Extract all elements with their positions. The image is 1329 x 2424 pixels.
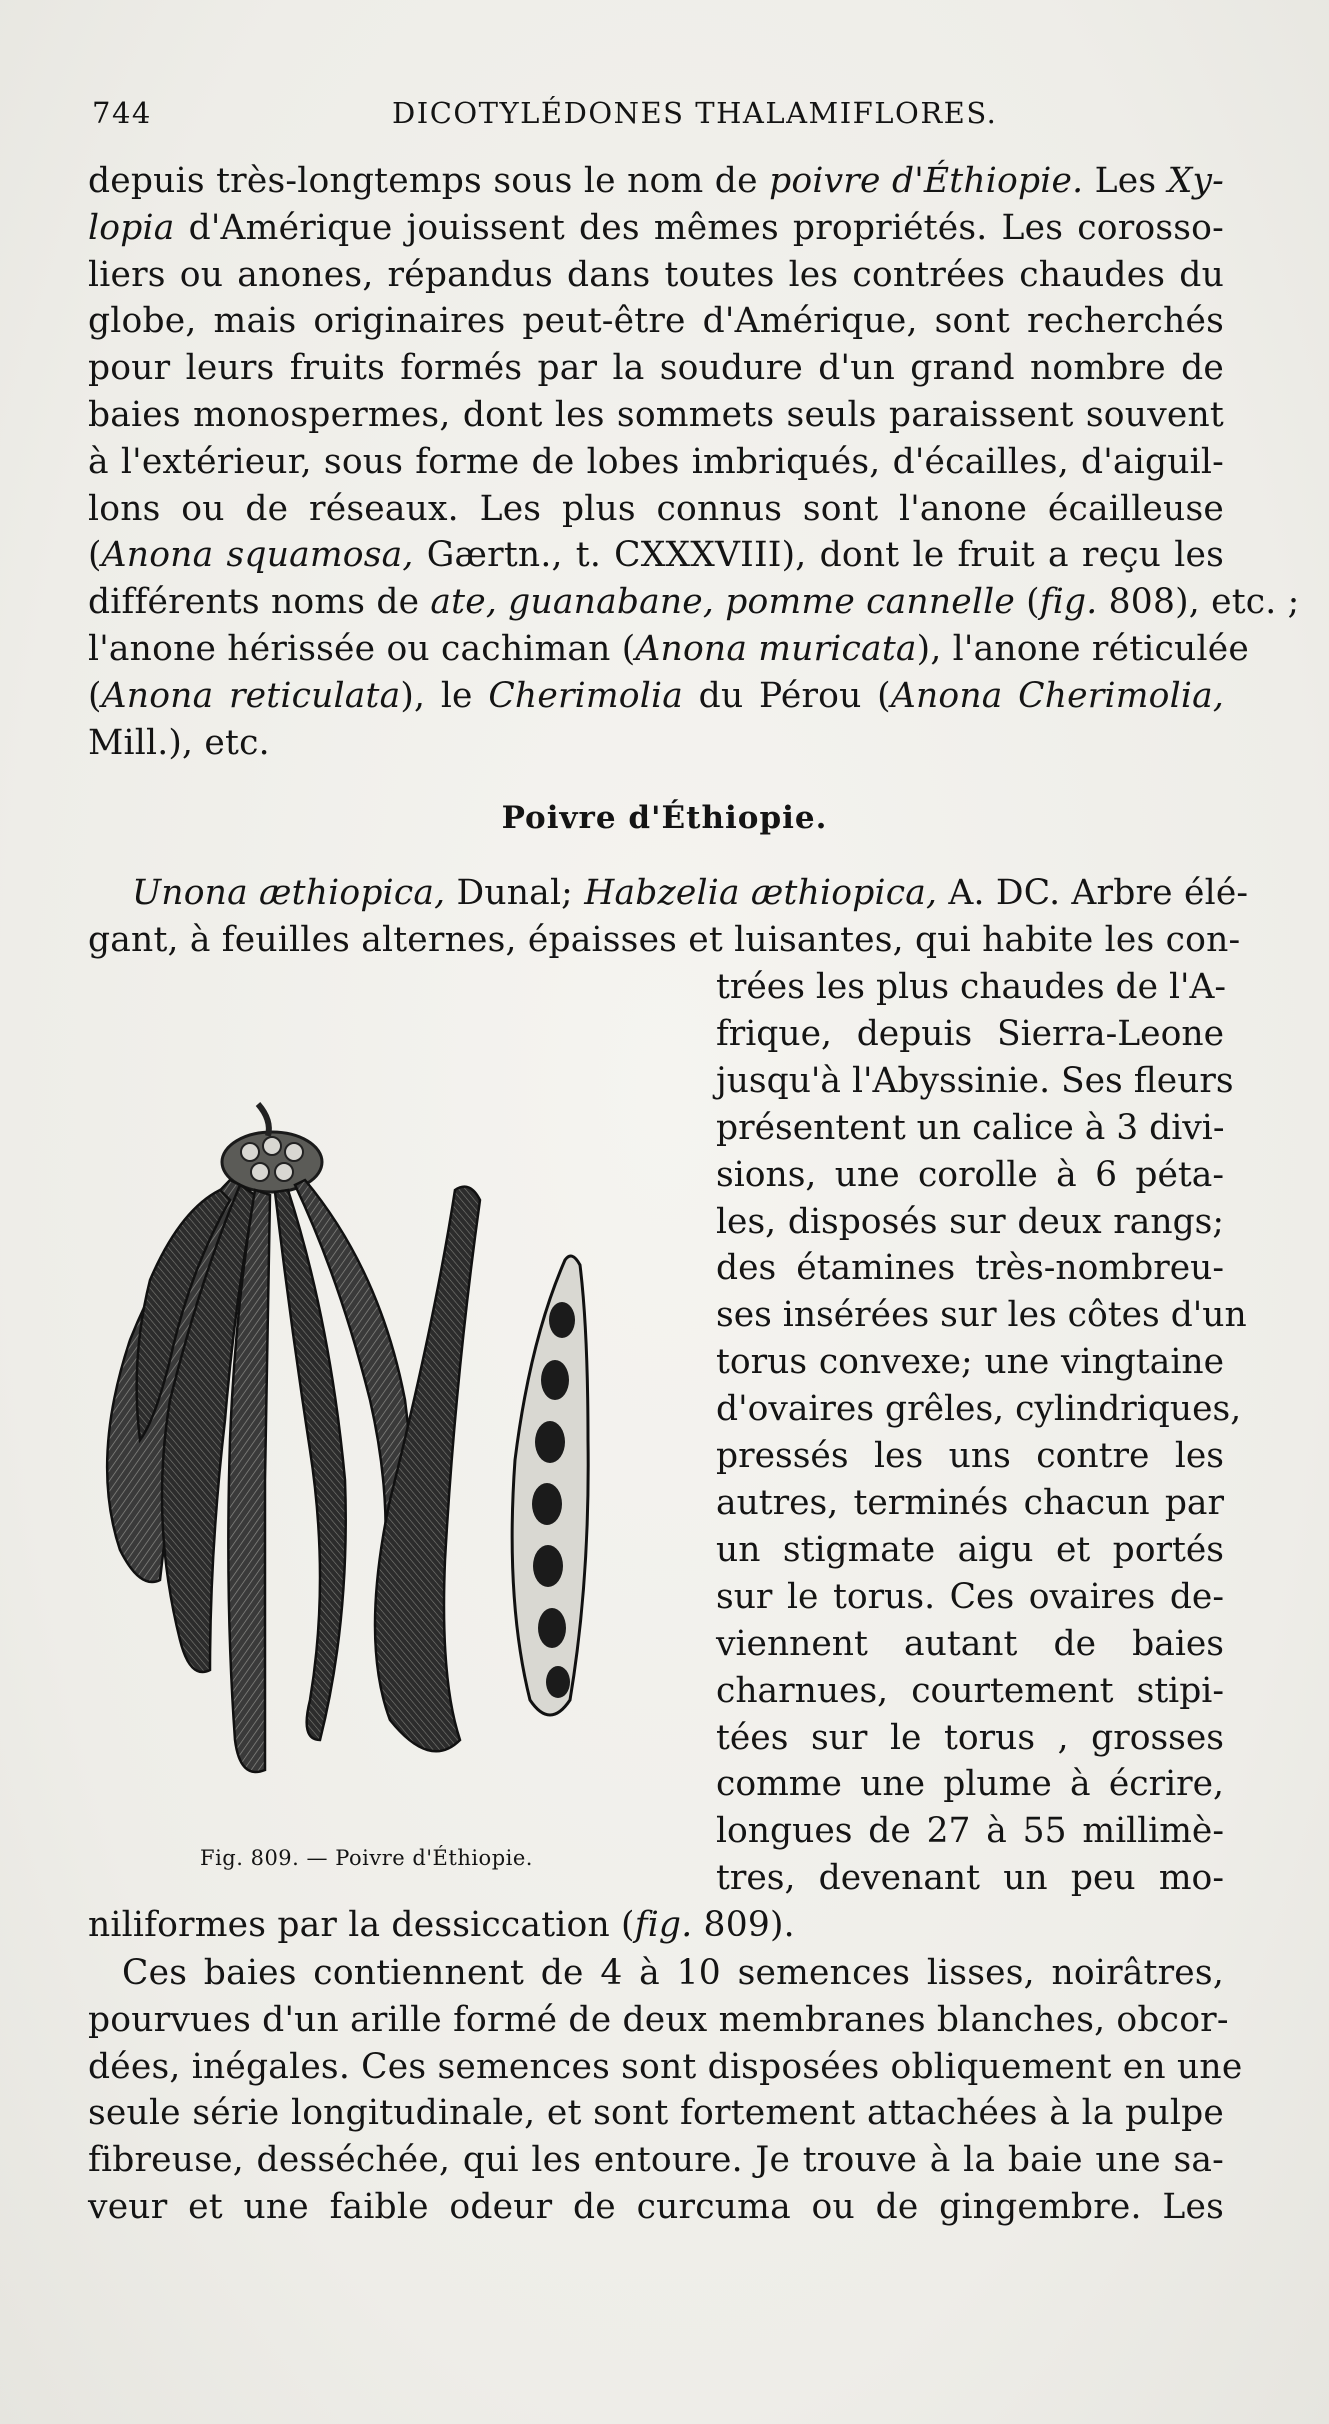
text-line: charnues, courtement stipi- [716,1670,1224,1711]
paragraph-unona-end [88,1902,1224,1949]
text-line: Unona æthiopica, Dunal; Habzelia æthiopica, A. DC. Arbre élé- [132,873,1249,913]
text-line: dées, inégales. Ces semences sont disposées obliquement en une [88,2046,1243,2087]
text-line: un stigmate aigu et portés [716,1529,1224,1570]
text-line: pressés les uns contre les [716,1436,1224,1477]
text-line: trées les plus chaudes de l'A- [716,967,1227,1007]
text-line: (Anona squamosa, Gærtn., t. CXXXVIII), dont le fruit a reçu les [88,535,1224,576]
text-line: niliformes par la dessiccation (fig. 809). [88,1905,795,1945]
text-line: liers ou anones, répandus dans toutes les contrées chaudes du [88,254,1224,295]
text-line: seule série longitudinale, et sont fortement attachées à la pulpe [88,2093,1224,2134]
paragraph-anonaceae [88,158,1300,766]
text-line: Mill.), etc. [88,722,270,763]
paragraph-unona-column [716,964,1247,1902]
text-line: gant, à feuilles alternes, épaisses et luisantes, qui habite les con- [88,919,1241,960]
text-line: jusqu'à l'Abyssinie. Ses fleurs [716,1060,1234,1101]
paragraph-seeds [88,1950,1243,2231]
text-line: différents noms de ate, guanabane, pomme cannelle (fig. 808), etc. ; [88,582,1300,623]
text-line: frique, depuis Sierra-Leone [716,1013,1224,1054]
text-line: lopia d'Amérique jouissent des mêmes propriétés. Les corosso- [88,207,1224,248]
text-line: l'anone hérissée ou cachiman (Anona muricata), l'anone réticulée [88,628,1249,669]
text-line: comme une plume à écrire, [716,1764,1224,1805]
paragraph-unona-intro [88,870,1249,964]
text-line: fibreuse, desséchée, qui les entoure. Je trouve à la baie une sa- [88,2140,1224,2181]
text-line: pour leurs fruits formés par la soudure d'un grand nombre de [88,348,1224,389]
text-line: torus convexe; une vingtaine [716,1342,1224,1383]
text-line: les, disposés sur deux rangs; [716,1201,1224,1242]
figure-poivre-ethiopie [60,1080,700,1840]
running-title: DICOTYLÉDONES THALAMIFLORES. [392,96,998,130]
text-line: globe, mais originaires peut-être d'Amérique, sont recherchés [88,301,1224,342]
text-line: sions, une corolle à 6 péta- [716,1154,1224,1195]
torus [222,1104,322,1192]
text-line: autres, terminés chacun par [716,1482,1224,1523]
page-number: 744 [92,96,152,130]
text-line: viennent autant de baies [716,1623,1224,1664]
figure-caption: Fig. 809. — Poivre d'Éthiopie. [200,1846,533,1870]
text-line: présentent un calice à 3 divi- [716,1107,1225,1148]
text-line: pourvues d'un arille formé de deux membranes blanches, obcor- [88,1999,1229,2040]
opened-pod [512,1256,588,1715]
section-title: Poivre d'Éthiopie. [501,800,828,836]
running-head [92,96,1202,136]
text-line: des étamines très-nombreu- [716,1248,1224,1289]
text-line: longues de 27 à 55 millimè- [716,1811,1224,1852]
text-line: veur et une faible odeur de curcuma ou de gingembre. Les [88,2186,1224,2227]
text-line: baies monospermes, dont les sommets seuls paraissent souvent [88,394,1224,435]
text-line: lons ou de réseaux. Les plus connus sont l'anone écailleuse [88,488,1224,529]
text-line: ses insérées sur les côtes d'un [716,1295,1247,1336]
text-line: Ces baies contiennent de 4 à 10 semences lisses, noirâtres, [122,1953,1224,1993]
fruit-pods [107,1180,410,1772]
text-line: (Anona reticulata), le Cherimolia du Pérou (Anona Cherimolia, [88,675,1225,716]
text-line: tres, devenant un peu mo- [716,1858,1224,1899]
text-line: d'ovaires grêles, cylindriques, [716,1389,1242,1430]
text-line: tées sur le torus , grosses [716,1717,1224,1758]
text-line: depuis très-longtemps sous le nom de poivre d'Éthiopie. Les Xy- [88,161,1224,201]
text-line: sur le torus. Ces ovaires de- [716,1576,1224,1617]
fruit-cluster-illustration [60,1080,700,1840]
text-line: à l'extérieur, sous forme de lobes imbriqués, d'écailles, d'aiguil- [88,441,1224,482]
